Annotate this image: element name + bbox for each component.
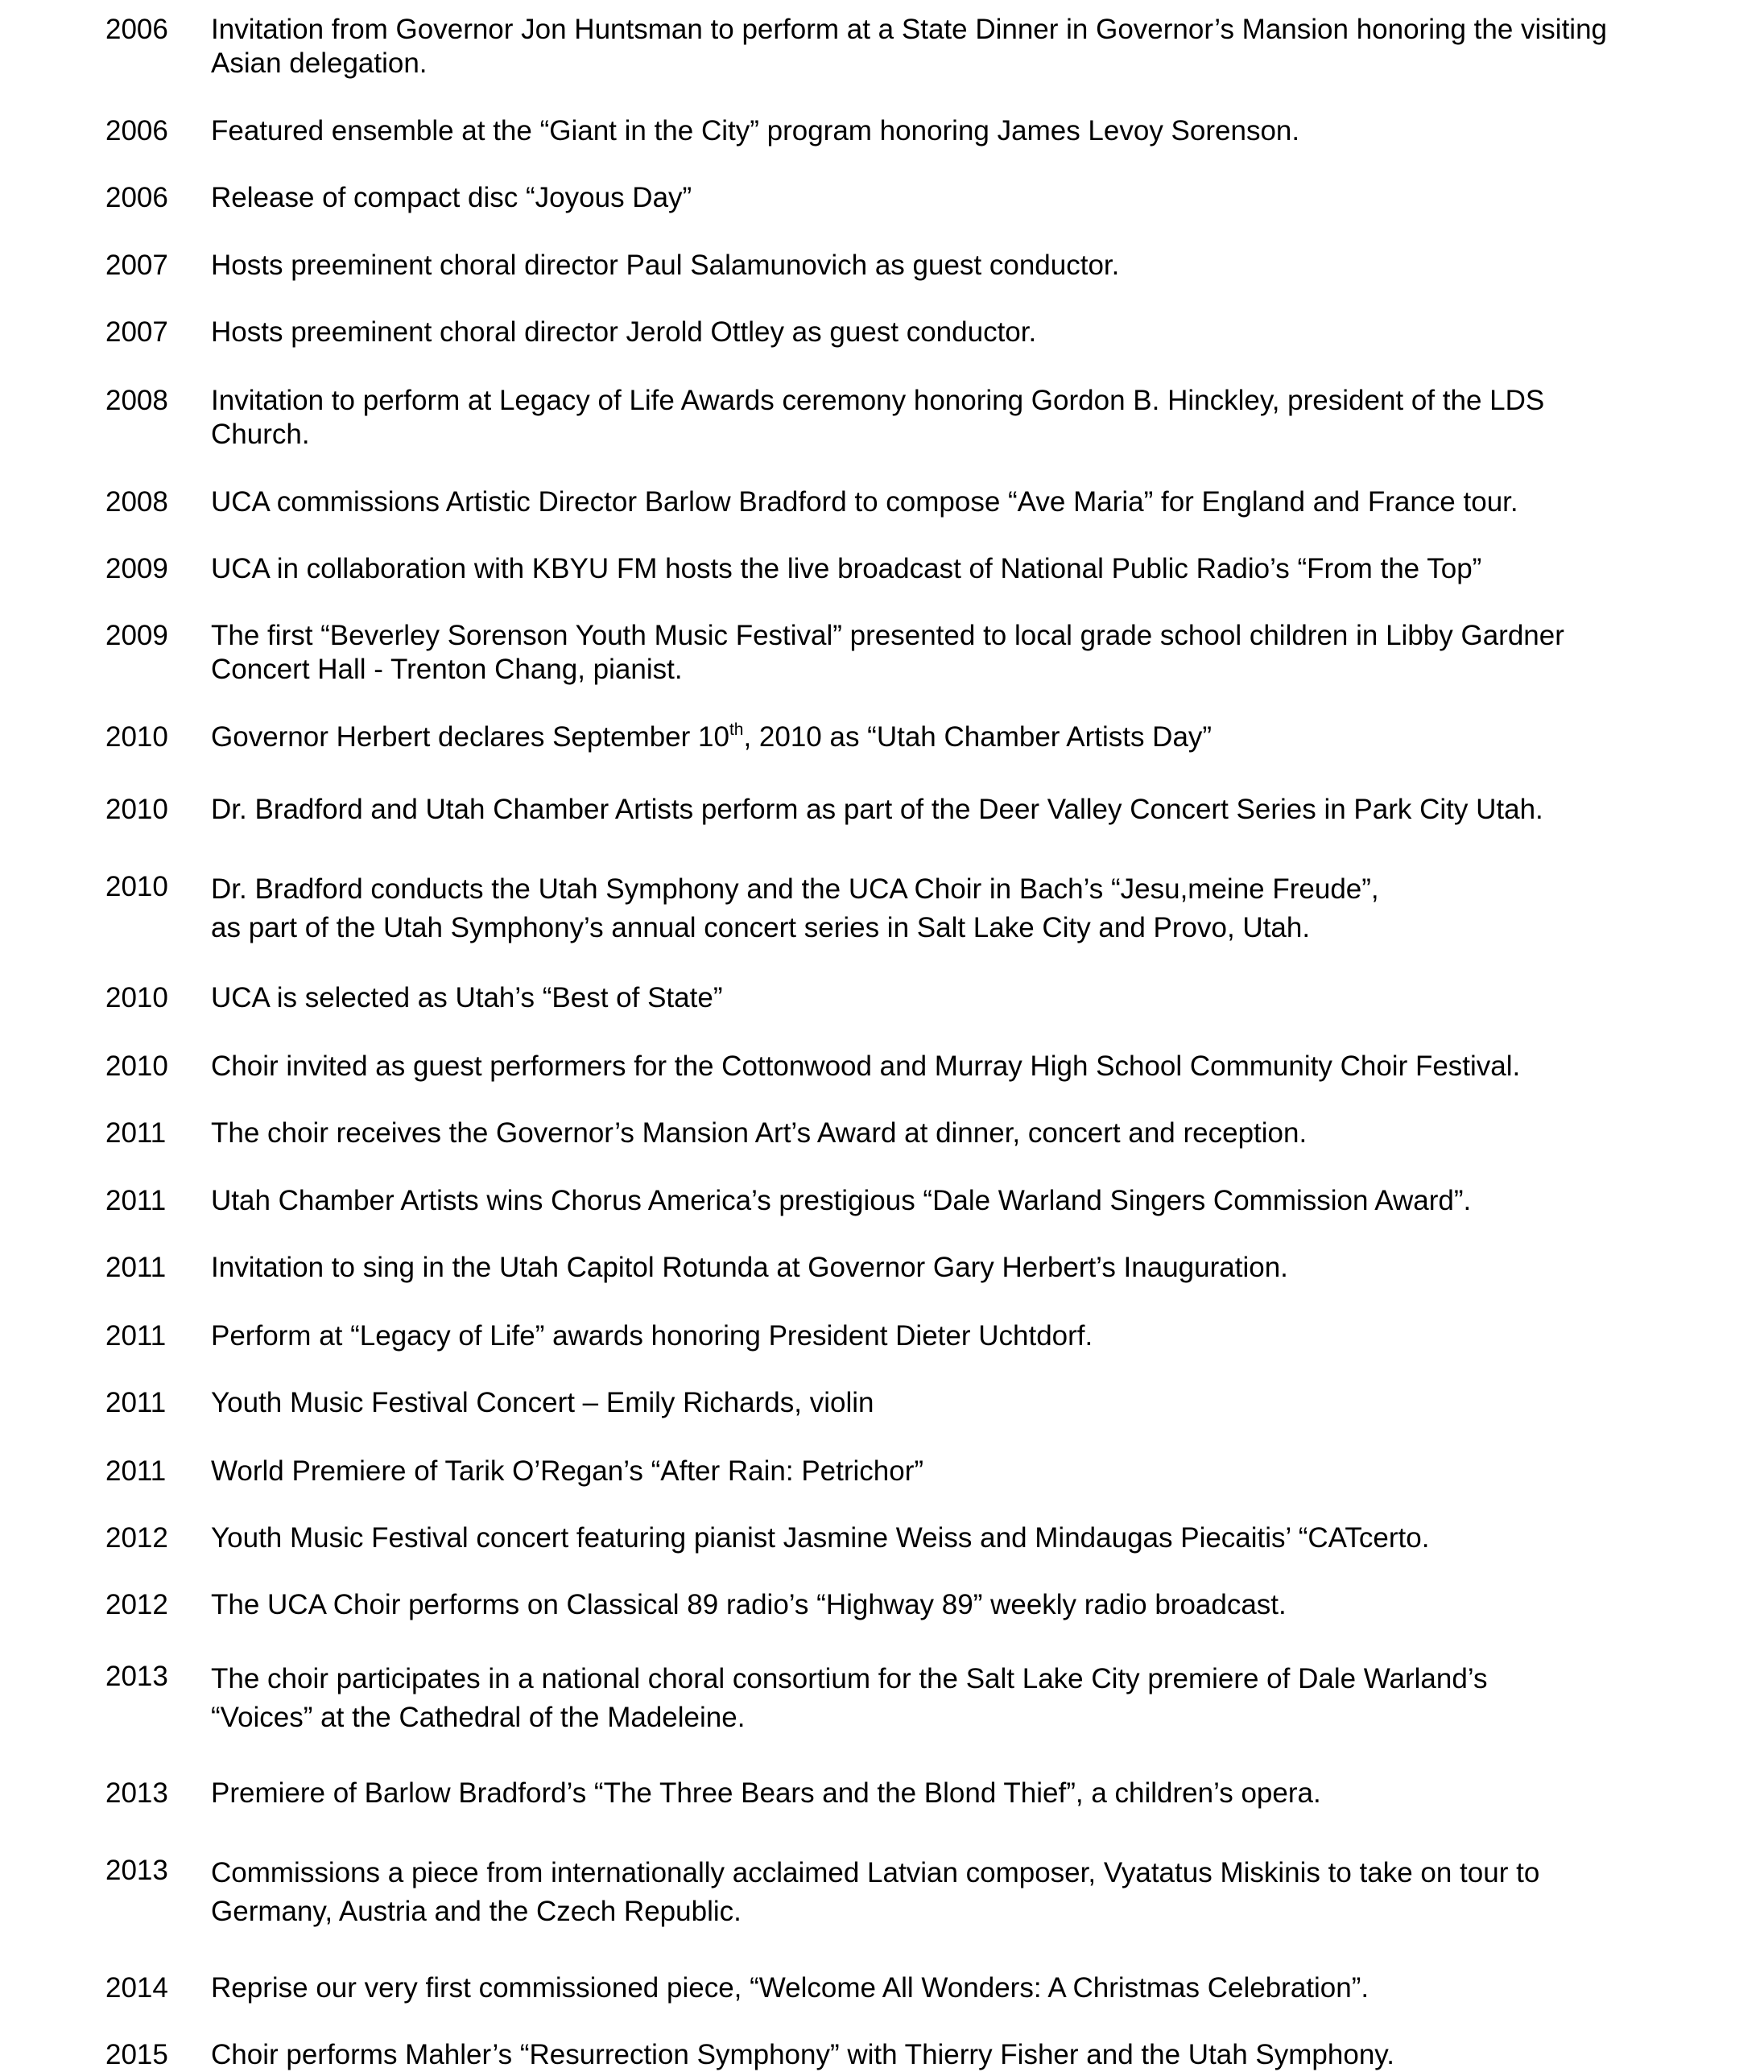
description-text: Asian delegation. (211, 47, 428, 79)
milestone-year: 2011 (105, 1455, 167, 1487)
description-line (211, 1521, 1429, 1555)
description-line (211, 418, 1544, 452)
milestone-year: 2011 (105, 1117, 167, 1149)
milestone-description (211, 1588, 1287, 1622)
milestone-year: 2013 (105, 1855, 168, 1886)
milestone-year: 2011 (105, 1185, 167, 1216)
milestone-description (211, 1854, 1539, 1931)
milestone-description (211, 1971, 1369, 2005)
milestone-description (211, 13, 1607, 80)
milestone-year: 2006 (105, 14, 168, 45)
milestone-description (211, 619, 1564, 687)
milestone-year: 2012 (105, 1522, 168, 1554)
milestone-year: 2010 (105, 1050, 168, 1082)
milestone-description (211, 2038, 1394, 2072)
description-text: UCA commissions Artistic Director Barlow Bradford to compose “Ave Maria” for England and France tour. (211, 486, 1518, 518)
description-line (211, 1251, 1288, 1285)
milestone-description (211, 1386, 874, 1420)
description-text: Invitation to sing in the Utah Capitol Rotunda at Governor Gary Herbert’s Inauguration. (211, 1252, 1288, 1283)
description-text: Featured ensemble at the “Giant in the City” program honoring James Levoy Sorenson. (211, 115, 1300, 147)
milestone-description (211, 1521, 1429, 1555)
description-text: The choir participates in a national choral consortium for the Salt Lake City premiere of Dale Warland’s (211, 1663, 1488, 1694)
milestone-year: 2014 (105, 1972, 168, 2004)
description-text: Invitation to perform at Legacy of Life Awards ceremony honoring Gordon B. Hinckley, president of the LDS (211, 385, 1545, 416)
description-line (211, 485, 1518, 519)
milestone-year: 2011 (105, 1320, 167, 1352)
description-line (211, 1184, 1471, 1218)
milestone-year: 2011 (105, 1387, 167, 1418)
description-line (211, 909, 1379, 947)
milestone-description (211, 1455, 923, 1488)
description-text: Governor Herbert declares September 10 (211, 721, 729, 753)
description-text: UCA in collaboration with KBYU FM hosts the live broadcast of National Public Radio’s “From the Top” (211, 553, 1482, 584)
description-text: Youth Music Festival Concert – Emily Richards, violin (211, 1387, 874, 1418)
milestone-description (211, 1777, 1321, 1810)
description-text: Perform at “Legacy of Life” awards honoring President Dieter Uchtdorf. (211, 1320, 1093, 1352)
description-text: “Voices” at the Cathedral of the Madeleine. (211, 1702, 746, 1733)
milestone-year: 2013 (105, 1661, 168, 1692)
milestone-year: 2010 (105, 794, 168, 825)
description-text: Choir performs Mahler’s “Resurrection Symphony” with Thierry Fisher and the Utah Symphony. (211, 2039, 1394, 2070)
milestone-year: 2009 (105, 553, 168, 584)
description-text: Choir invited as guest performers for the Cottonwood and Murray High School Community Choir Festival. (211, 1050, 1521, 1082)
milestone-description (211, 1319, 1093, 1353)
description-text: Utah Chamber Artists wins Chorus America’s prestigious “Dale Warland Singers Commission Award”. (211, 1185, 1472, 1216)
description-text: UCA is selected as Utah’s “Best of State” (211, 982, 723, 1013)
milestone-description (211, 114, 1299, 148)
milestone-description (211, 1116, 1307, 1150)
description-line (211, 1116, 1307, 1150)
milestone-year: 2007 (105, 250, 168, 281)
milestone-year: 2010 (105, 721, 168, 753)
milestone-year: 2013 (105, 1777, 168, 1809)
description-line (211, 114, 1299, 148)
milestone-year: 2010 (105, 871, 168, 902)
milestone-description (211, 981, 722, 1015)
milestone-description (211, 870, 1379, 947)
description-line (211, 181, 692, 215)
description-text: Dr. Bradford conducts the Utah Symphony and the UCA Choir in Bach’s “Jesu,meine Freude”, (211, 873, 1379, 905)
description-line (211, 653, 1564, 687)
description-text: as part of the Utah Symphony’s annual concert series in Salt Lake City and Provo, Utah. (211, 912, 1311, 943)
description-text: Reprise our very first commissioned piece, “Welcome All Wonders: A Christmas Celebration”. (211, 1972, 1369, 2004)
description-text: Invitation from Governor Jon Huntsman to perform at a State Dinner in Governor’s Mansion honoring the visiting (211, 14, 1608, 45)
milestone-year: 2011 (105, 1252, 167, 1283)
milestone-year: 2006 (105, 115, 168, 147)
milestone-year: 2008 (105, 385, 168, 416)
description-line (211, 552, 1481, 586)
description-line (211, 1050, 1520, 1083)
milestone-year: 2015 (105, 2039, 168, 2070)
milestone-year: 2009 (105, 620, 168, 651)
description-line (211, 384, 1544, 418)
description-text: The UCA Choir performs on Classical 89 radio’s “Highway 89” weekly radio broadcast. (211, 1589, 1287, 1620)
description-line (211, 1660, 1487, 1698)
description-line (211, 1854, 1539, 1892)
description-line (211, 870, 1379, 909)
description-line (211, 1892, 1539, 1931)
description-line (211, 1455, 923, 1488)
milestone-description (211, 793, 1543, 827)
description-line (211, 1319, 1093, 1353)
description-line (211, 1386, 874, 1420)
milestone-description (211, 181, 692, 215)
milestone-description (211, 384, 1544, 452)
description-line (211, 793, 1543, 827)
description-text: World Premiere of Tarik O’Regan’s “After Rain: Petrichor” (211, 1455, 924, 1487)
description-line (211, 316, 1036, 349)
description-text: The choir receives the Governor’s Mansion Art’s Award at dinner, concert and reception. (211, 1117, 1308, 1149)
description-line (211, 2038, 1394, 2072)
description-text: Hosts preeminent choral director Jerold Ottley as guest conductor. (211, 316, 1037, 348)
milestone-description (211, 249, 1119, 283)
milestone-year: 2007 (105, 316, 168, 348)
milestone-description (211, 552, 1481, 586)
description-text: Commissions a piece from internationally acclaimed Latvian composer, Vyatatus Miskinis to take on tour to (211, 1857, 1540, 1888)
description-text: Concert Hall - Trenton Chang, pianist. (211, 654, 683, 685)
milestone-description (211, 1251, 1288, 1285)
milestone-description (211, 485, 1518, 519)
description-line (211, 720, 1212, 754)
description-text: Dr. Bradford and Utah Chamber Artists perform as part of the Deer Valley Concert Series in Park City Utah. (211, 794, 1543, 825)
milestone-year: 2012 (105, 1589, 168, 1620)
description-line (211, 1971, 1369, 2005)
milestone-description (211, 316, 1036, 349)
description-line (211, 619, 1564, 653)
milestone-description (211, 1050, 1520, 1083)
milestone-year: 2010 (105, 982, 168, 1013)
description-line (211, 13, 1607, 47)
description-text: , 2010 as “Utah Chamber Artists Day” (743, 721, 1212, 753)
description-line (211, 981, 722, 1015)
description-text: Release of compact disc “Joyous Day” (211, 182, 692, 213)
description-line (211, 1588, 1287, 1622)
milestone-description (211, 720, 1212, 754)
description-text: Germany, Austria and the Czech Republic. (211, 1896, 742, 1927)
description-line (211, 1777, 1321, 1810)
milestone-year: 2008 (105, 486, 168, 518)
description-text: Youth Music Festival concert featuring pianist Jasmine Weiss and Mindaugas Piecaitis’ “CATcerto. (211, 1522, 1430, 1554)
ordinal-superscript: th (729, 720, 744, 739)
description-text: Hosts preeminent choral director Paul Salamunovich as guest conductor. (211, 250, 1120, 281)
description-line (211, 47, 1607, 80)
description-text: Premiere of Barlow Bradford’s “The Three Bears and the Blond Thief”, a children’s opera. (211, 1777, 1321, 1809)
description-text: Church. (211, 419, 310, 450)
description-line (211, 249, 1119, 283)
description-text: The first “Beverley Sorenson Youth Music Festival” presented to local grade school children in Libby Gardner (211, 620, 1564, 651)
milestone-year: 2006 (105, 182, 168, 213)
description-line (211, 1698, 1487, 1737)
milestone-description (211, 1184, 1471, 1218)
milestone-description (211, 1660, 1487, 1737)
